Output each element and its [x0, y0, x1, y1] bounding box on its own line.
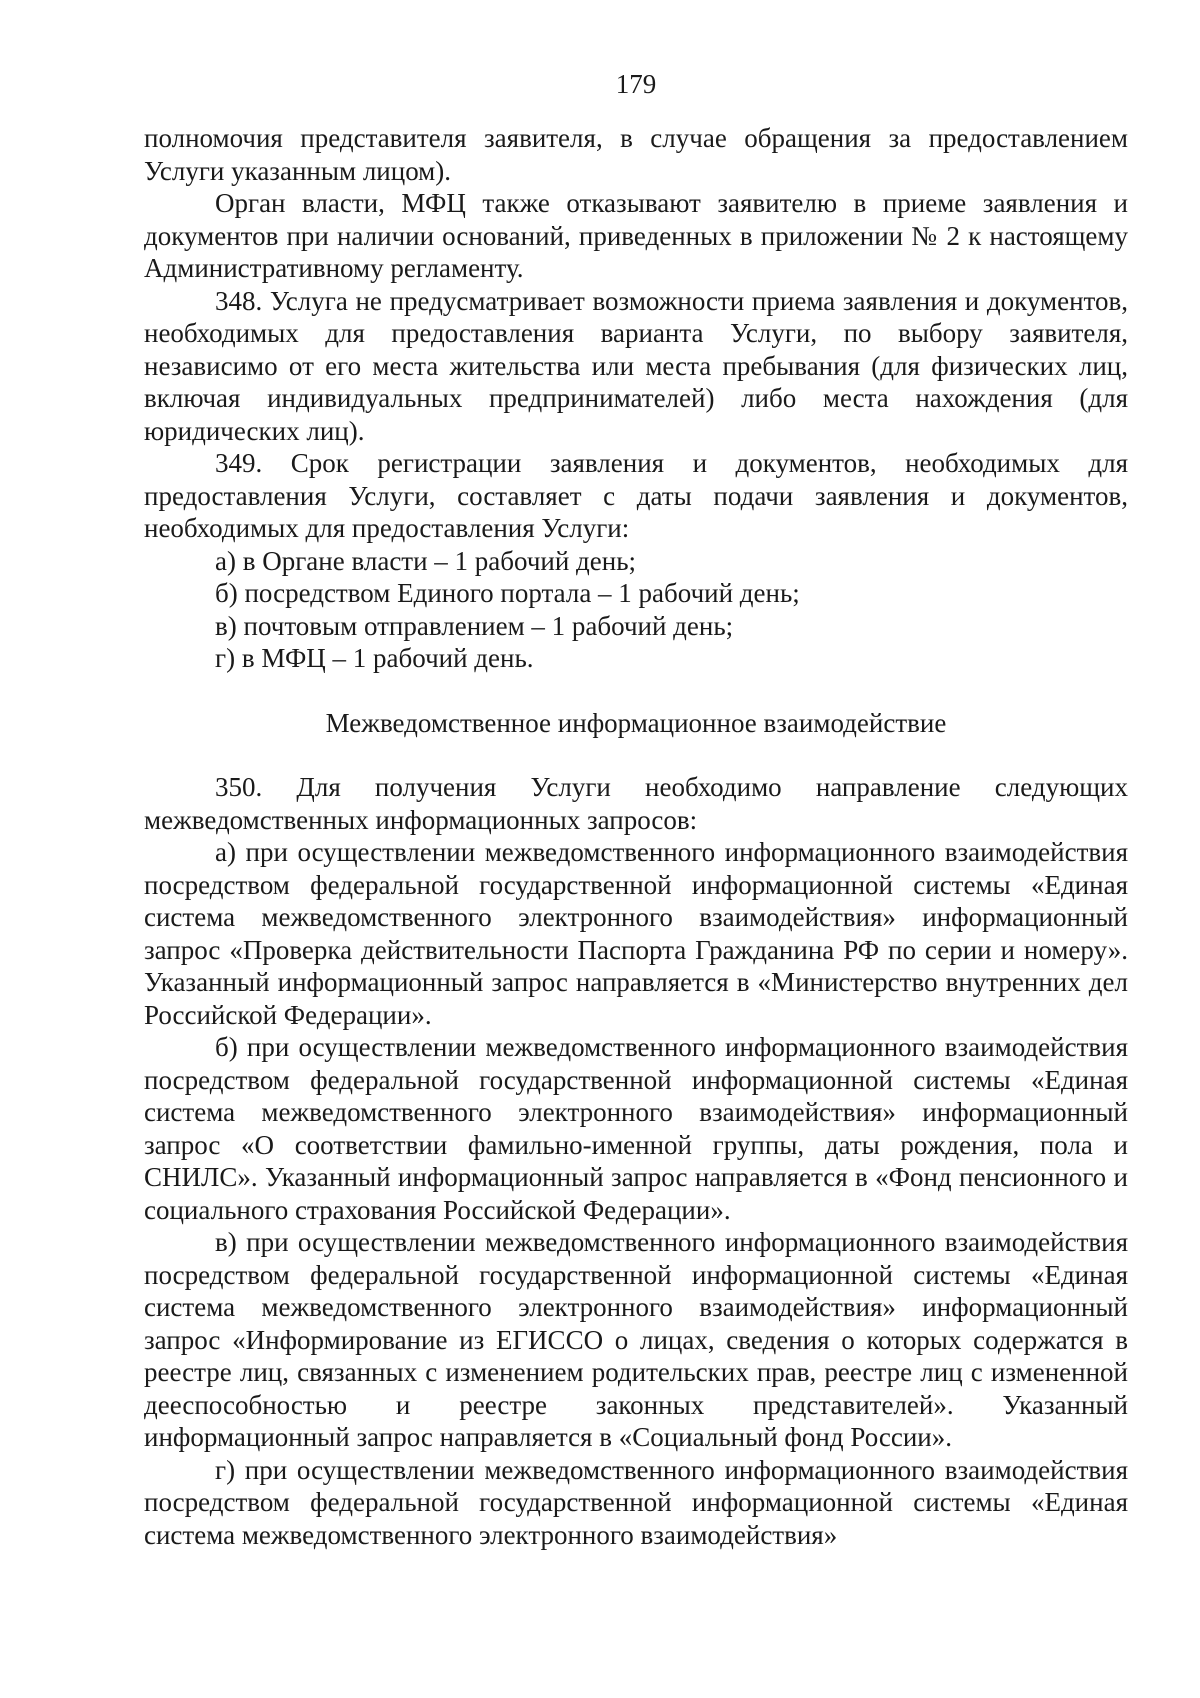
list-item: б) при осуществлении межведомственного информационного взаимодействия посредством федеральной государственной информационной системы «Единая система межведомственного электронного взаимодействия» информационный запрос «О соответствии фамильно-именной группы, даты рождения, пола и СНИЛС». Указанный информационный запрос направляется в «Фонд пенсионного и социального страхования Российской Федерации».: [144, 1032, 1128, 1225]
list-item: а) при осуществлении межведомственного информационного взаимодействия посредством федеральной государственной информационной системы «Единая система межведомственного электронного взаимодействия» информационный запрос «Проверка действительности Паспорта Гражданина РФ по серии и номеру». Указанный информационный запрос направляется в «Министерство внутренних дел Российской Федерации».: [144, 837, 1128, 1030]
body-text-top: [144, 122, 1128, 675]
section-title: Межведомственное информационное взаимодействие: [325, 707, 947, 738]
page-number: 179: [615, 69, 657, 99]
list-item: в) почтовым отправлением – 1 рабочий день;: [215, 610, 734, 641]
paragraph-349: 349. Срок регистрации заявления и документов, необходимых для предоставления Услуги, составляет с даты подачи заявления и документов, необходимых для предоставления Услуги:: [144, 448, 1128, 543]
list-item: б) посредством Единого портала – 1 рабочий день;: [215, 578, 800, 608]
list-item: в) при осуществлении межведомственного информационного взаимодействия посредством федеральной государственной информационной системы «Единая система межведомственного электронного взаимодействия» информационный запрос «Информирование из ЕГИССО о лицах, сведения о которых содержатся в реестре лиц, связанных с изменением родительских прав, реестре лиц с измененной дееспособностью и реестре законных представителей». Указанный информационный запрос направляется в «Социальный фонд России».: [144, 1227, 1128, 1452]
list-item: г) в МФЦ – 1 рабочий день.: [215, 643, 534, 673]
document-page: [144, 68, 1128, 1551]
list-item: а) в Органе власти – 1 рабочий день;: [215, 545, 637, 576]
paragraph-350: 350. Для получения Услуги необходимо направление следующих межведомственных информационных запросов:: [144, 772, 1128, 835]
paragraph-348: 348. Услуга не предусматривает возможности приема заявления и документов, необходимых для предоставления варианта Услуги, по выбору заявителя, независимо от его места жительства или места пребывания (для физических лиц, включая индивидуальных предпринимателей) либо места нахождения (для юридических лиц).: [144, 285, 1128, 446]
paragraph: полномочия представителя заявителя, в случае обращения за предоставлением Услуги указанным лицом).: [144, 123, 1128, 186]
paragraph: Орган власти, МФЦ также отказывают заявителю в приеме заявления и документов при наличии оснований, приведенных в приложении № 2 к настоящему Административному регламенту.: [144, 188, 1128, 283]
list-item: г) при осуществлении межведомственного информационного взаимодействия посредством федеральной государственной информационной системы «Единая система межведомственного электронного взаимодействия»: [144, 1454, 1128, 1550]
body-text-bottom: [144, 771, 1128, 1551]
